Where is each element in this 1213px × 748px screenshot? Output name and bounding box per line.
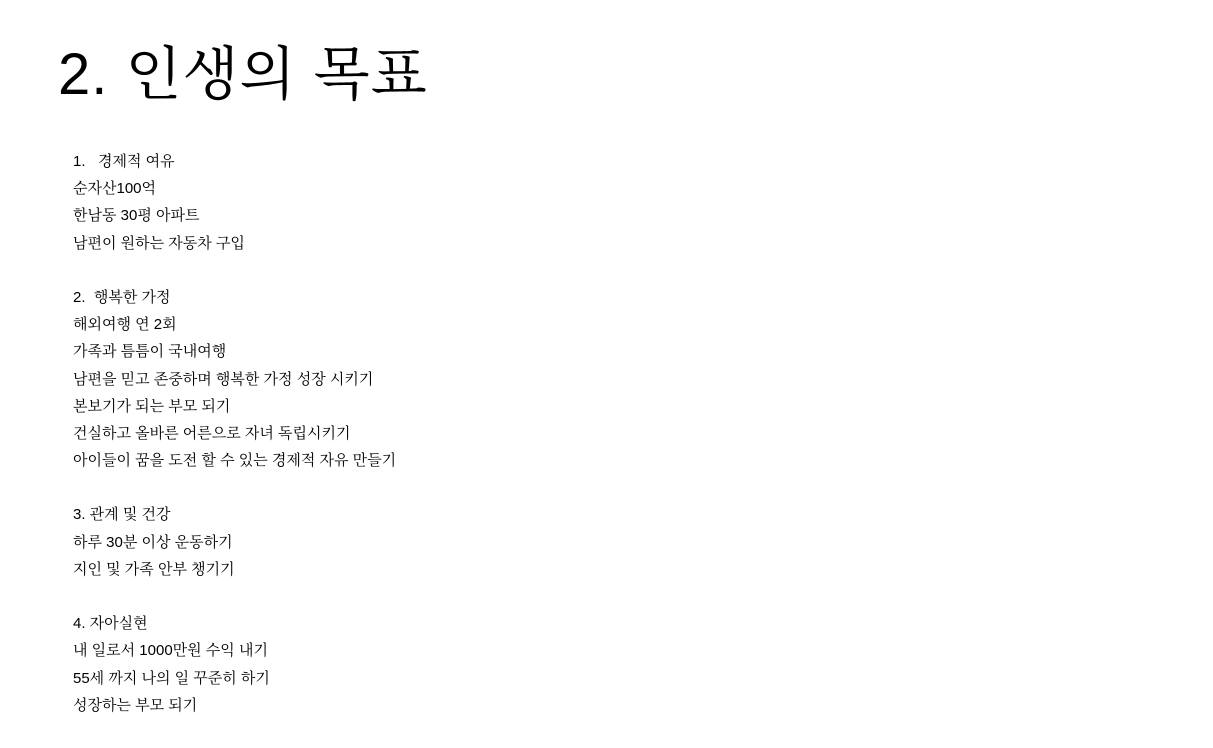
goal-item: 한남동 30평 아파트 <box>73 207 200 225</box>
section-heading: 4. 자아실현 <box>73 615 148 633</box>
goal-item: 아이들이 꿈을 도전 할 수 있는 경제적 자유 만들기 <box>73 452 397 470</box>
goal-item: 건실하고 올바른 어른으로 자녀 독립시키기 <box>73 424 351 442</box>
goal-item: 하루 30분 이상 운동하기 <box>73 533 233 551</box>
goal-item: 55세 까지 나의 일 꾸준히 하기 <box>73 669 270 687</box>
goals-list <box>73 148 396 719</box>
goal-item: 가족과 틈틈이 국내여행 <box>73 343 227 361</box>
goal-item: 본보기가 되는 부모 되기 <box>73 397 231 415</box>
goal-item: 남편이 원하는 자동차 구입 <box>73 234 245 252</box>
goal-item: 순자산100억 <box>73 180 156 198</box>
section-heading: 1. 경제적 여유 <box>73 153 175 170</box>
goal-item: 내 일로서 1000만원 수익 내기 <box>73 642 268 660</box>
page-title: 2. 인생의 목표 <box>58 42 428 107</box>
goal-item: 남편을 믿고 존중하며 행복한 가정 성장 시키기 <box>73 370 374 388</box>
goal-item: 지인 및 가족 안부 챙기기 <box>73 560 235 578</box>
blank-line <box>73 257 396 284</box>
blank-line <box>73 474 396 501</box>
goal-item: 성장하는 부모 되기 <box>73 696 198 714</box>
blank-line <box>73 583 396 610</box>
goal-item: 해외여행 연 2회 <box>73 316 177 334</box>
section-heading: 2. 행복한 가정 <box>73 288 171 306</box>
section-heading: 3. 관계 및 건강 <box>73 506 171 524</box>
